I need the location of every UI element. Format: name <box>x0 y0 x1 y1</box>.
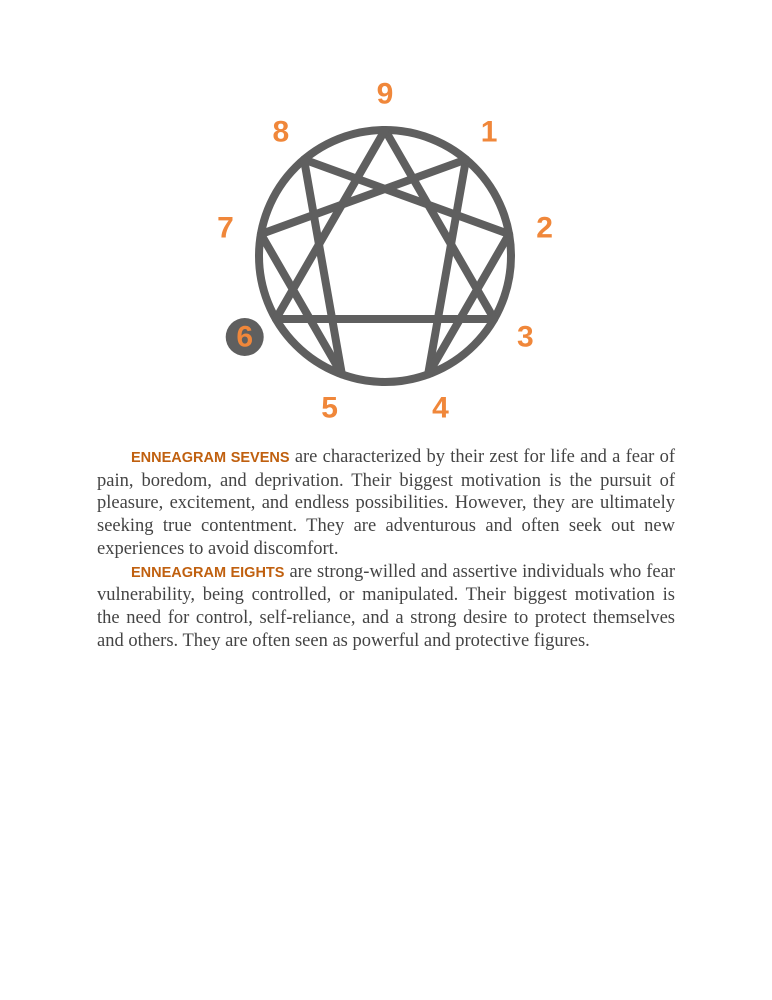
point-label-7: 7 <box>217 211 234 245</box>
point-label-9: 9 <box>376 77 394 111</box>
paragraph-sevens <box>97 446 675 561</box>
body-text <box>97 446 675 652</box>
paragraph-eights <box>97 561 675 653</box>
point-label-8: 8 <box>272 115 290 149</box>
paragraph-eights-text: are strong-willed and assertive individuals who fear vulnerability, being controlled, or manipulated. Their biggest motivation is the need for control, self-reliance, and a strong desire to protect themselves and others. They are often seen as powerful and protective figures. <box>97 561 675 651</box>
enneagram-lines <box>259 130 511 382</box>
point-label-1: 1 <box>480 115 498 149</box>
point-label-4: 4 <box>432 391 449 425</box>
point-label-2: 2 <box>536 211 553 245</box>
enneagram-diagram <box>0 0 772 440</box>
point-label-6: 6 <box>236 320 254 354</box>
point-label-5: 5 <box>321 391 338 425</box>
heading-sevens: ENNEAGRAM SEVENS <box>131 450 290 466</box>
enneagram-circle <box>259 130 511 382</box>
heading-eights: ENNEAGRAM EIGHTS <box>131 564 285 581</box>
point-label-3: 3 <box>516 320 534 354</box>
paragraph-sevens-text: are characterized by their zest for life and a fear of pain, boredom, and deprivation. Their biggest motivation is the pursuit of pleasure, excitement, and endless possibilities. However, they are ultimately seeking true contentment. They are adventurous and often seek out new experiences to avoid discomfort. <box>97 447 675 559</box>
